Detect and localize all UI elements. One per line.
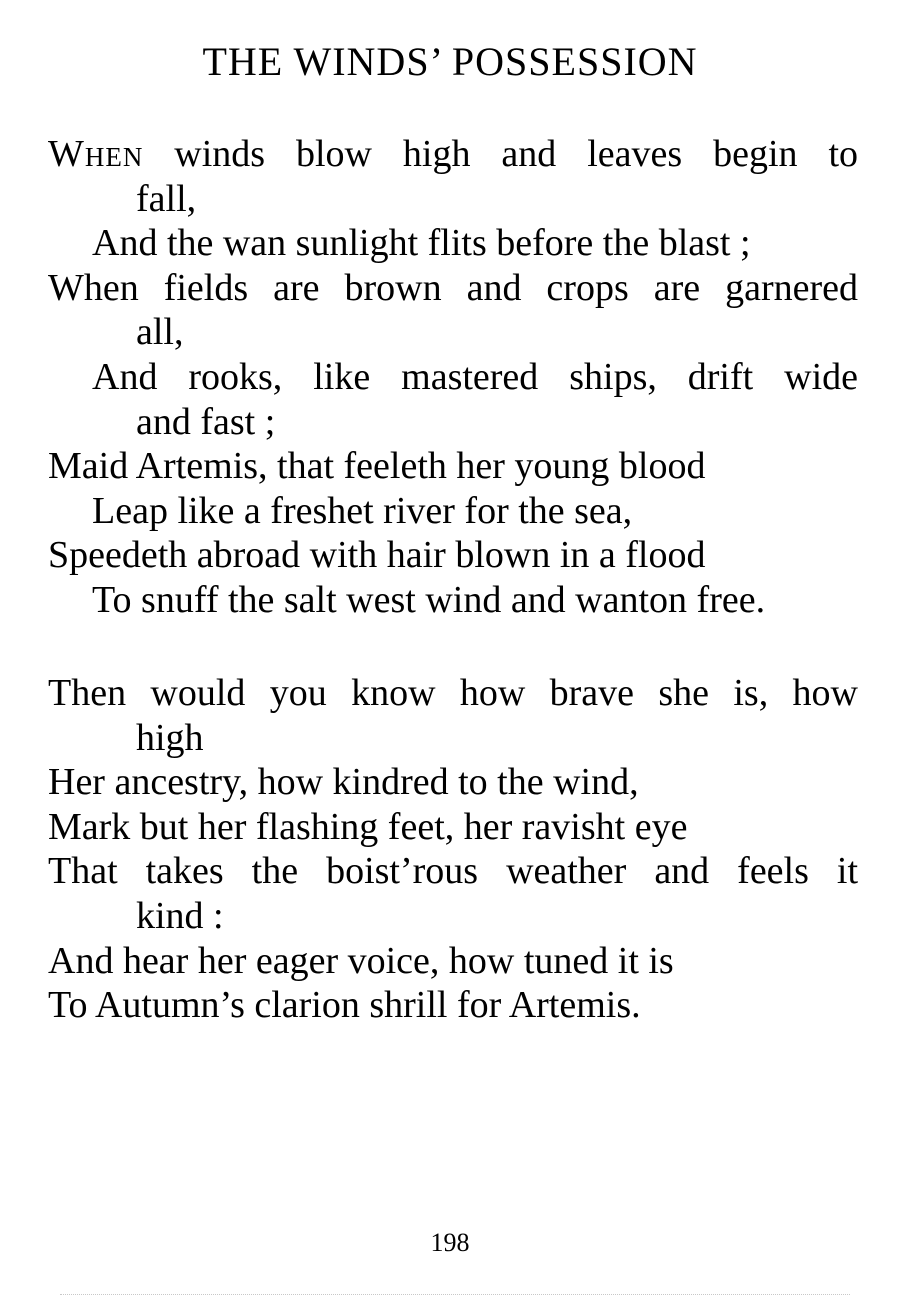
line-continuation: all, <box>136 311 184 354</box>
line-text: winds blow high and leaves begin to <box>143 133 858 175</box>
poem-line: Mark but her flashing feet, her ravisht eye <box>48 805 688 848</box>
poem-title: THE WINDS’ POSSESSION <box>202 39 698 84</box>
line-continuation: kind : <box>136 894 224 937</box>
poem-line: Then would you know how brave she is, how <box>48 672 858 714</box>
poem-line: Speedeth abroad with hair blown in a flood <box>48 534 706 577</box>
line-continuation: high <box>136 716 204 759</box>
poem-line: To snuff the salt west wind and wanton free. <box>92 578 766 621</box>
poem-line: And rooks, like mastered ships, drift wide <box>92 355 858 398</box>
poem-line <box>48 132 858 177</box>
poem-line: Leap like a freshet river for the sea, <box>92 489 633 532</box>
line-continuation: fall, <box>136 177 197 220</box>
scan-edge-divider <box>60 1294 850 1297</box>
stanza-2 <box>48 671 858 1028</box>
poem-line: Her ancestry, how kindred to the wind, <box>48 761 639 804</box>
opening-word: When <box>48 133 144 175</box>
poem-line: When fields are brown and crops are garnered <box>48 266 858 309</box>
poem-line: And hear her eager voice, how tuned it is <box>48 939 674 982</box>
stanza-1 <box>48 132 858 623</box>
poem-line: Maid Artemis, that feeleth her young blood <box>48 445 706 488</box>
poem-line: And the wan sunlight flits before the blast ; <box>92 222 751 265</box>
page-number: 198 <box>430 1228 470 1257</box>
poem-line: That takes the boist’rous weather and feels it <box>48 850 858 893</box>
poem-line: To Autumn’s clarion shrill for Artemis. <box>48 984 641 1027</box>
line-continuation: and fast ; <box>136 400 276 443</box>
